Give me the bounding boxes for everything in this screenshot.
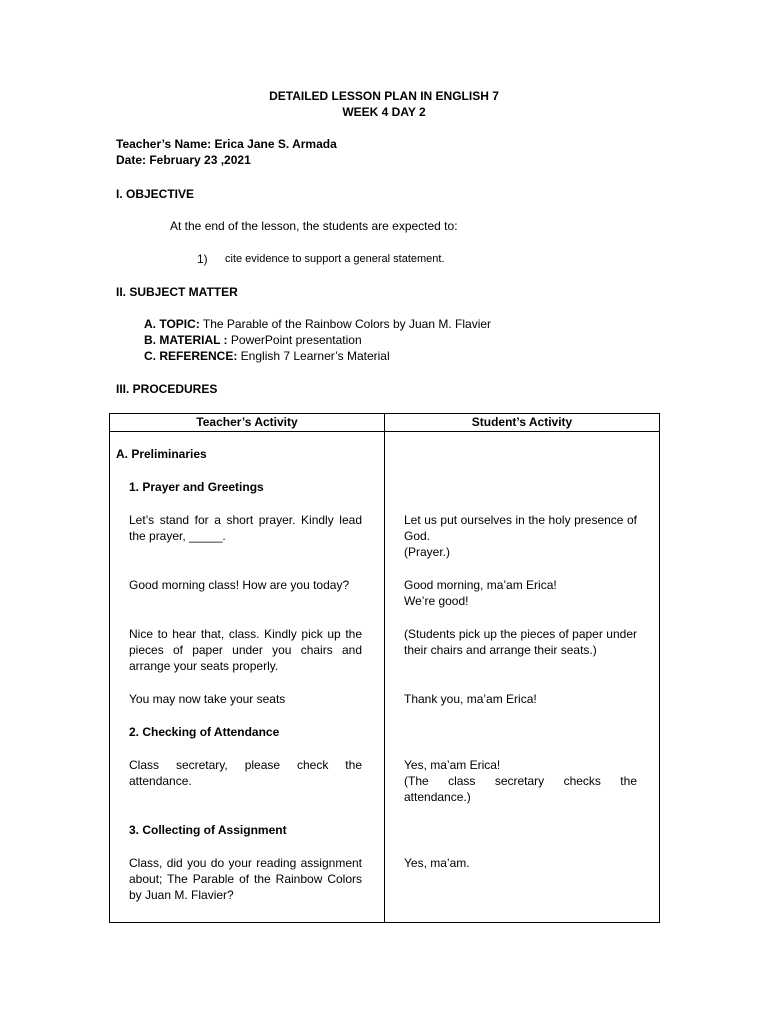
student-attendance-line1: Yes, ma’am Erica! — [404, 758, 501, 772]
table-header-row — [110, 414, 660, 432]
prayer-greetings-heading: 1. Prayer and Greetings — [129, 480, 264, 494]
lesson-date: Date: February 23 ,2021 — [116, 153, 251, 167]
teacher-greeting-text: Good morning class! How are you today? — [129, 578, 350, 592]
material-value: PowerPoint presentation — [227, 333, 362, 347]
material-label: B. MATERIAL : — [144, 333, 228, 347]
student-prayer-text: Let us put ourselves in the holy presence of God. — [404, 513, 637, 543]
preliminaries-heading: A. Preliminaries — [116, 447, 207, 461]
reference-value: English 7 Learner’s Material — [237, 349, 390, 363]
teacher-prayer-text: Let’s stand for a short prayer. Kindly lead the prayer, _____. — [129, 513, 362, 543]
student-greeting-line2: We’re good! — [404, 594, 469, 608]
student-pickup-text: (Students pick up the pieces of paper under their chairs and arrange their seats.) — [404, 627, 637, 657]
student-activity-header: Student’s Activity — [385, 414, 660, 432]
teacher-name: Teacher’s Name: Erica Jane S. Armada — [116, 137, 337, 151]
table-row — [110, 432, 660, 923]
student-greeting-line1: Good morning, ma’am Erica! — [404, 578, 557, 592]
objective-intro: At the end of the lesson, the students are expected to: — [170, 219, 458, 233]
teacher-attendance-text: Class secretary, please check the attendance. — [129, 758, 362, 788]
reference-line — [144, 348, 390, 364]
teacher-seats-text: You may now take your seats — [129, 692, 286, 706]
subject-matter-heading: II. SUBJECT MATTER — [116, 285, 238, 299]
topic-value: The Parable of the Rainbow Colors by Juan M. Flavier — [199, 317, 492, 331]
document-title: DETAILED LESSON PLAN IN ENGLISH 7 — [269, 89, 499, 103]
teacher-activity-header: Teacher’s Activity — [110, 414, 385, 432]
reference-label: C. REFERENCE: — [144, 349, 238, 363]
assignment-heading: 3. Collecting of Assignment — [129, 823, 287, 837]
material-line — [144, 332, 362, 348]
student-attendance-line2: (The class secretary checks the attendance.) — [404, 774, 637, 804]
student-activity-cell — [385, 432, 660, 923]
procedures-table — [109, 413, 660, 923]
topic-label: A. TOPIC: — [144, 317, 200, 331]
objective-item-number: 1) — [197, 252, 208, 266]
student-assignment-text: Yes, ma’am. — [404, 856, 470, 870]
objective-item-text: cite evidence to support a general statement. — [225, 253, 445, 265]
objective-heading: I. OBJECTIVE — [116, 187, 195, 201]
student-thanks-text: Thank you, ma’am Erica! — [404, 692, 537, 706]
teacher-pickup-text: Nice to hear that, class. Kindly pick up the pieces of paper under you chairs and arrange your seats properly. — [129, 627, 362, 673]
student-prayer-note: (Prayer.) — [404, 545, 451, 559]
document-subtitle: WEEK 4 DAY 2 — [342, 105, 426, 119]
attendance-heading: 2. Checking of Attendance — [129, 725, 280, 739]
teacher-activity-cell — [110, 432, 385, 923]
procedures-heading: III. PROCEDURES — [116, 382, 218, 396]
teacher-assignment-text: Class, did you do your reading assignment about; The Parable of the Rainbow Colors by Juan M. Flavier? — [129, 856, 362, 902]
topic-line — [144, 316, 491, 332]
